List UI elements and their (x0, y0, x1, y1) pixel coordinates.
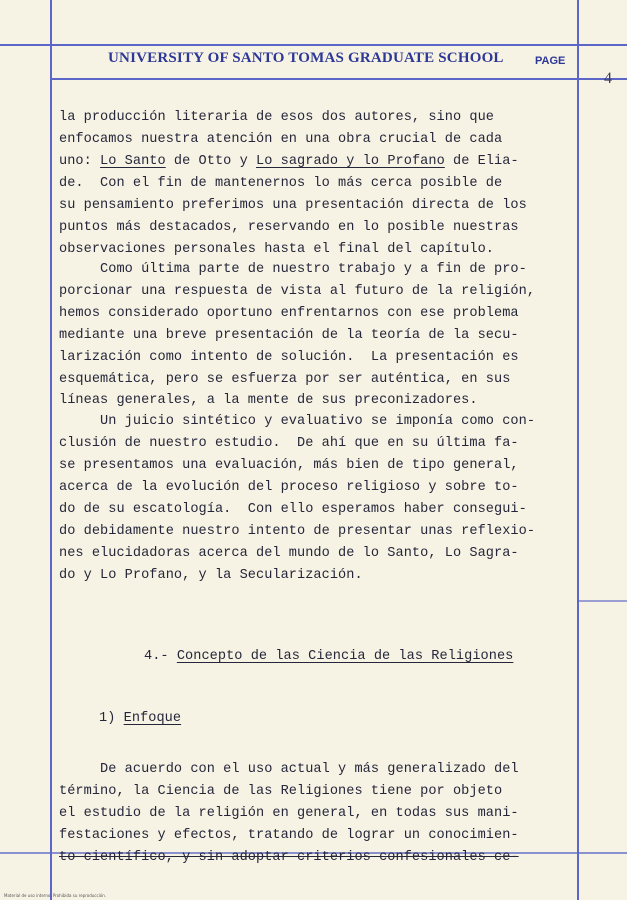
text-line: observaciones personales hasta el final del capítulo. (59, 242, 495, 257)
text-line: hemos considerado oportuno enfrentarnos con ese problema (59, 306, 519, 321)
text-line: líneas generales, a la mente de sus preconizadores. (59, 393, 478, 408)
text-line: mediante una breve presentación de la teoría de la secu- (59, 328, 519, 343)
subsection-title: Enfoque (123, 711, 182, 726)
section-number: 4.- (144, 649, 169, 664)
text-line-struck: to científico, y sin adoptar criterios confesionales ce- (59, 850, 519, 865)
text-line: do debidamente nuestro intento de presentar unas reflexio- (59, 524, 536, 539)
text-line: la producción literaria de esos dos autores, sino que (59, 110, 495, 125)
subsection-number: 1) (99, 711, 116, 726)
text-line: término, la Ciencia de las Religiones tiene por objeto (59, 784, 503, 799)
page-number: 4 (604, 70, 612, 87)
text-line-with-titles (59, 154, 519, 169)
text-line: puntos más destacados, reservando en lo posible nuestras (59, 220, 519, 235)
edge-tick-line (577, 600, 627, 602)
text-line: el estudio de la religión en general, en todas sus mani- (59, 806, 519, 821)
text-segment: de Elia- (444, 154, 519, 169)
text-line: su pensamiento preferimos una presentación directa de los (59, 198, 527, 213)
text-line: Un juicio sintético y evaluativo se imponía como con- (59, 414, 536, 429)
text-segment: de Otto y (165, 154, 257, 169)
section-title: Concepto de las Ciencia de las Religiones (176, 649, 514, 664)
footer-note: Material de uso interno. Prohibida su reproducción. (4, 893, 107, 898)
book-title-lo-sagrado: Lo sagrado y lo Profano (256, 154, 445, 169)
text-line: clusión de nuestro estudio. De ahí que en su última fa- (59, 436, 519, 451)
header-bottom-line (50, 78, 627, 80)
text-line: do y Lo Profano, y la Secularización. (59, 568, 363, 583)
text-line: festaciones y efectos, tratando de lograr un conocimien- (59, 828, 519, 843)
text-line: do de su escatología. Con ello esperamos haber consegui- (59, 502, 527, 517)
text-line: acerca de la evolución del proceso religioso y sobre to- (59, 480, 519, 495)
institution-header: UNIVERSITY OF SANTO TOMAS GRADUATE SCHOOL (108, 50, 504, 66)
section-heading (144, 649, 513, 664)
text-line: enfocamos nuestra atención en una obra crucial de cada (59, 132, 503, 147)
left-margin-line (50, 0, 52, 900)
text-line: se presentamos una evaluación, más bien de tipo general, (59, 458, 519, 473)
text-line: nes elucidadoras acerca del mundo de lo Santo, Lo Sagra- (59, 546, 519, 561)
text-line: de. Con el fin de mantenernos lo más cerca posible de (59, 176, 503, 191)
text-line: esquemática, pero se esfuerza por ser auténtica, en sus (59, 372, 511, 387)
text-line: Como última parte de nuestro trabajo y a fin de pro- (59, 262, 527, 277)
right-margin-line (577, 0, 579, 900)
header-top-line (0, 44, 627, 46)
text-line: De acuerdo con el uso actual y más generalizado del (59, 762, 519, 777)
text-line: larización como intento de solución. La presentación es (59, 350, 519, 365)
page-label: PAGE (535, 55, 566, 67)
subsection-heading (99, 711, 181, 726)
book-title-lo-santo: Lo Santo (100, 154, 166, 169)
text-line: porcionar una respuesta de vista al futuro de la religión, (59, 284, 536, 299)
text-segment: uno: (59, 154, 101, 169)
